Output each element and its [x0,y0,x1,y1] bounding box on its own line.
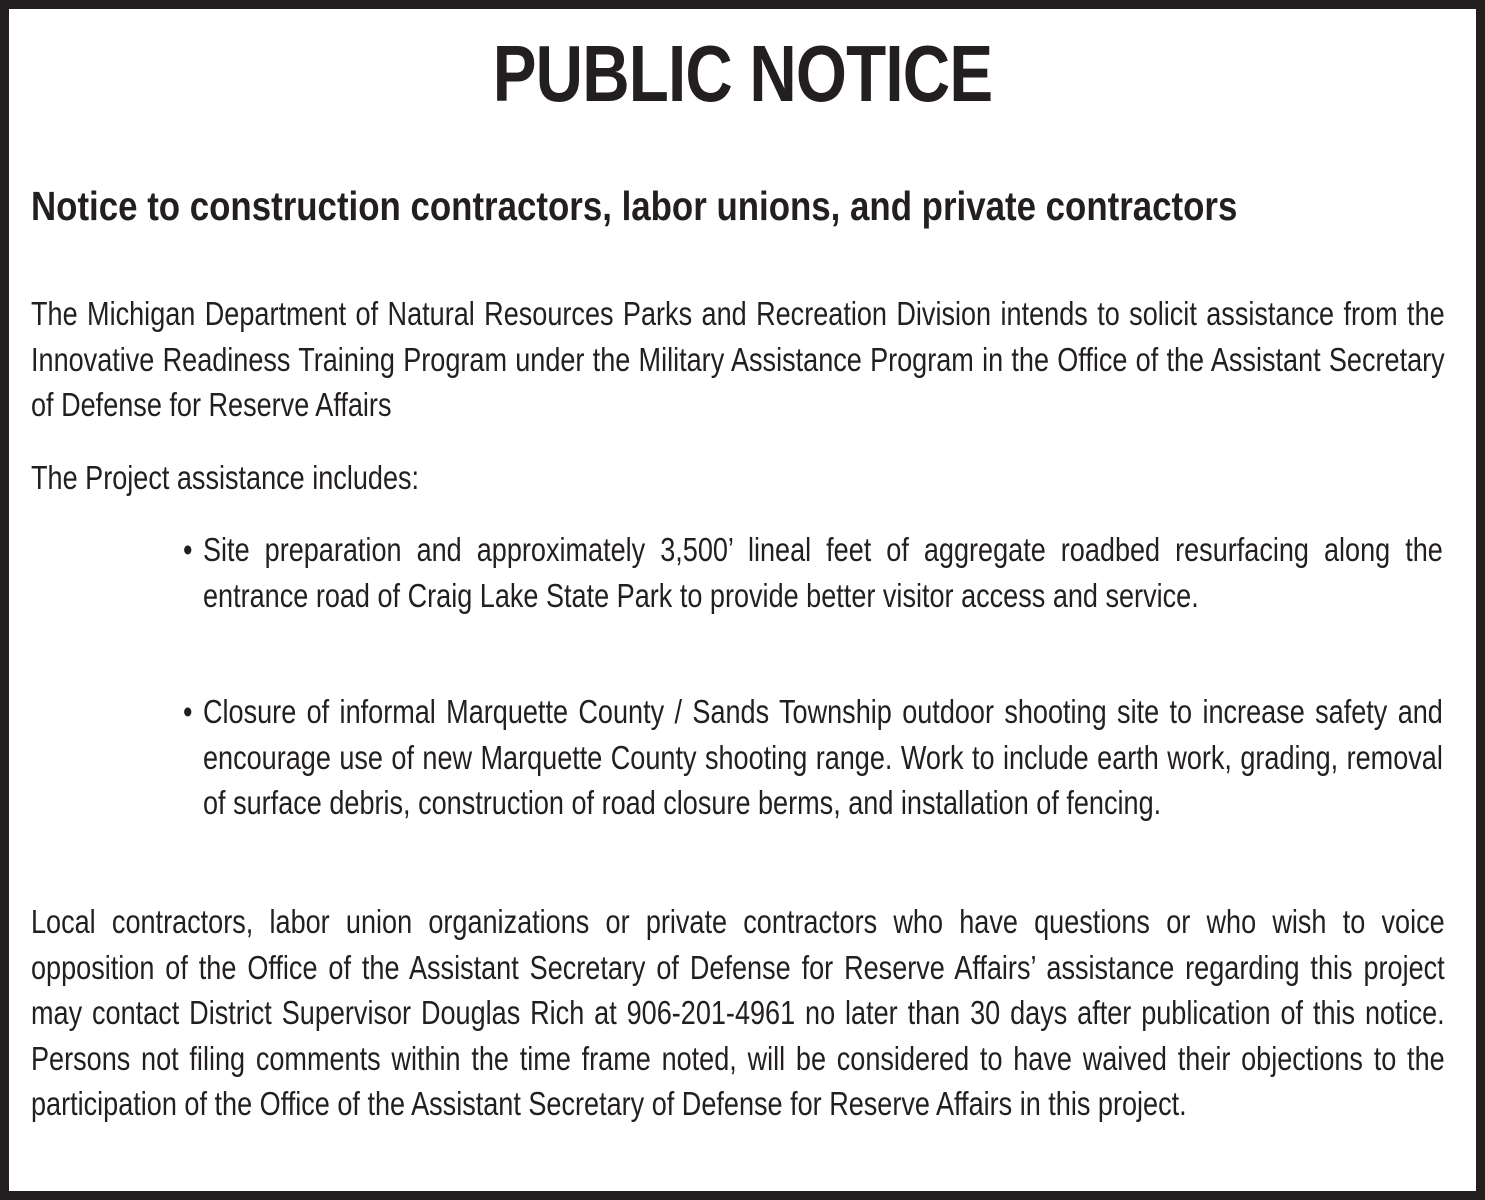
closing-paragraph: Local contractors, labor union organizations or private contractors who have questions or who wish to voice opposition of the Office of the Assistant Secretary of Defense for Reserve Affairs’ assistance regarding this project may contact District Supervisor Douglas Rich at 906-201-4961 no later than 30 days after publication of this notice. Persons not filing comments within the time frame noted, will be considered to have waived their objections to the participation of the Office of the Assistant Secretary of Defense for Reserve Affairs in this project. [31,903,1445,1122]
bullet-dot: • [183,531,193,568]
assistance-heading: The Project assistance includes: [31,459,420,496]
bullet-item-shooting-site-closure: Closure of informal Marquette County / Sands Township outdoor shooting site to increase safety and encourage use of new Marquette County shooting range. Work to include earth work, grading, removal of surface debris, construction of road closure berms, and installation of fencing. [203,693,1443,821]
notice-subtitle: Notice to construction contractors, labor unions, and private contractors [31,183,1238,229]
bullet-item-site-preparation: Site preparation and approximately 3,500’ lineal feet of aggregate roadbed resurfacing along the entrance road of Craig Lake State Park to provide better visitor access and service. [203,531,1443,614]
notice-title: PUBLIC NOTICE [492,29,993,118]
bullet-dot: • [183,693,193,730]
intro-paragraph: The Michigan Department of Natural Resources Parks and Recreation Division intends to solicit assistance from the Innovative Readiness Training Program under the Military Assistance Program in the Office of the Assistant Secretary of Defense for Reserve Affairs [31,295,1445,423]
